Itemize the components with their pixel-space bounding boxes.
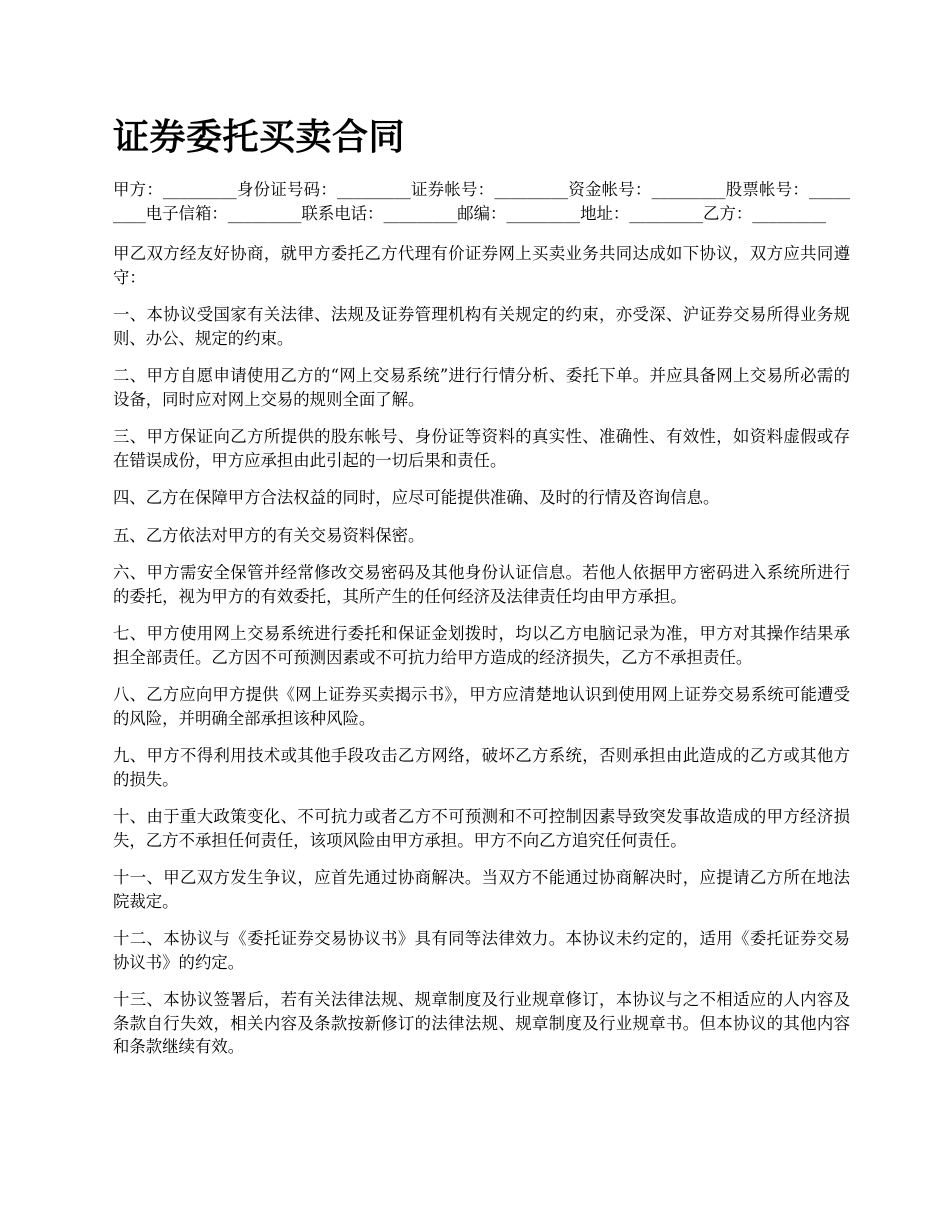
clause-10: 十、由于重大政策变化、不可抗力或者乙方不可预测和不可控制因素导致突发事故造成的甲方经济损失，乙方不承担任何责任，该项风险由甲方承担。甲方不向乙方追究任何责任。 bbox=[113, 807, 850, 850]
clause-11: 十一、甲乙双方发生争议，应首先通过协商解决。当双方不能通过协商解决时，应提请乙方所在地法院裁定。 bbox=[113, 868, 850, 911]
document-title: 证券委托买卖合同 bbox=[113, 116, 406, 158]
clause-5: 五、乙方依法对甲方的有关交易资料保密。 bbox=[113, 525, 425, 545]
clause-7: 七、甲方使用网上交易系统进行委托和保证金划拨时，均以乙方电脑记录为准，甲方对其操作结果承担全部责任。乙方因不可预测因素或不可抗力给甲方造成的经济损失，乙方不承担责任。 bbox=[113, 624, 850, 667]
clause-3: 三、甲方保证向乙方所提供的股东帐号、身份证等资料的真实性、准确性、有效性，如资料虚假或存在错误成份，甲方应承担由此引起的一切后果和责任。 bbox=[113, 427, 850, 470]
clause-4: 四、乙方在保障甲方合法权益的同时，应尽可能提供准确、及时的行情及咨询信息。 bbox=[113, 488, 720, 507]
clause-8: 八、乙方应向甲方提供《网上证券买卖揭示书》，甲方应清楚地认识到使用网上证券交易系统可能遭受的风险，并明确全部承担该种风险。 bbox=[113, 685, 850, 728]
clause-12: 十二、本协议与《委托证券交易协议书》具有同等法律效力。本协议未约定的，适用《委托证券交易协议书》的约定。 bbox=[113, 929, 850, 972]
clause-2: 二、甲方自愿申请使用乙方的“网上交易系统”进行行情分析、委托下单。并应具备网上交易所必需的设备，同时应对网上交易的规则全面了解。 bbox=[113, 366, 850, 409]
clause-13: 十三、本协议签署后，若有关法律法规、规章制度及行业规章修订，本协议与之不相适应的人内容及条款自行失效，相关内容及条款按新修订的法律法规、规章制度及行业规章书。但本协议的其他内容和条款继续有效。 bbox=[113, 990, 850, 1056]
document-body bbox=[113, 178, 850, 1073]
intro-paragraph: 甲乙双方经友好协商，就甲方委托乙方代理有价证券网上买卖业务共同达成如下协议，双方应共同遵守： bbox=[113, 244, 850, 287]
clause-9: 九、甲方不得利用技术或其他手段攻击乙方网络，破坏乙方系统，否则承担由此造成的乙方或其他方的损失。 bbox=[113, 746, 850, 789]
clause-6: 六、甲方需安全保管并经常修改交易密码及其他身份认证信息。若他人依据甲方密码进入系统所进行的委托，视为甲方的有效委托，其所产生的任何经济及法律责任均由甲方承担。 bbox=[113, 563, 850, 606]
clause-1: 一、本协议受国家有关法律、法规及证券管理机构有关规定的约束，亦受深、沪证券交易所得业务规则、办公、规定的约束。 bbox=[113, 305, 850, 348]
parties-info-line: 甲方：_________身份证号码：_________证券帐号：_________资金帐号：_________股票帐号：_________电子信箱：_________联系电话：_________邮编：_________地址：_________乙方：_________ bbox=[113, 180, 850, 223]
